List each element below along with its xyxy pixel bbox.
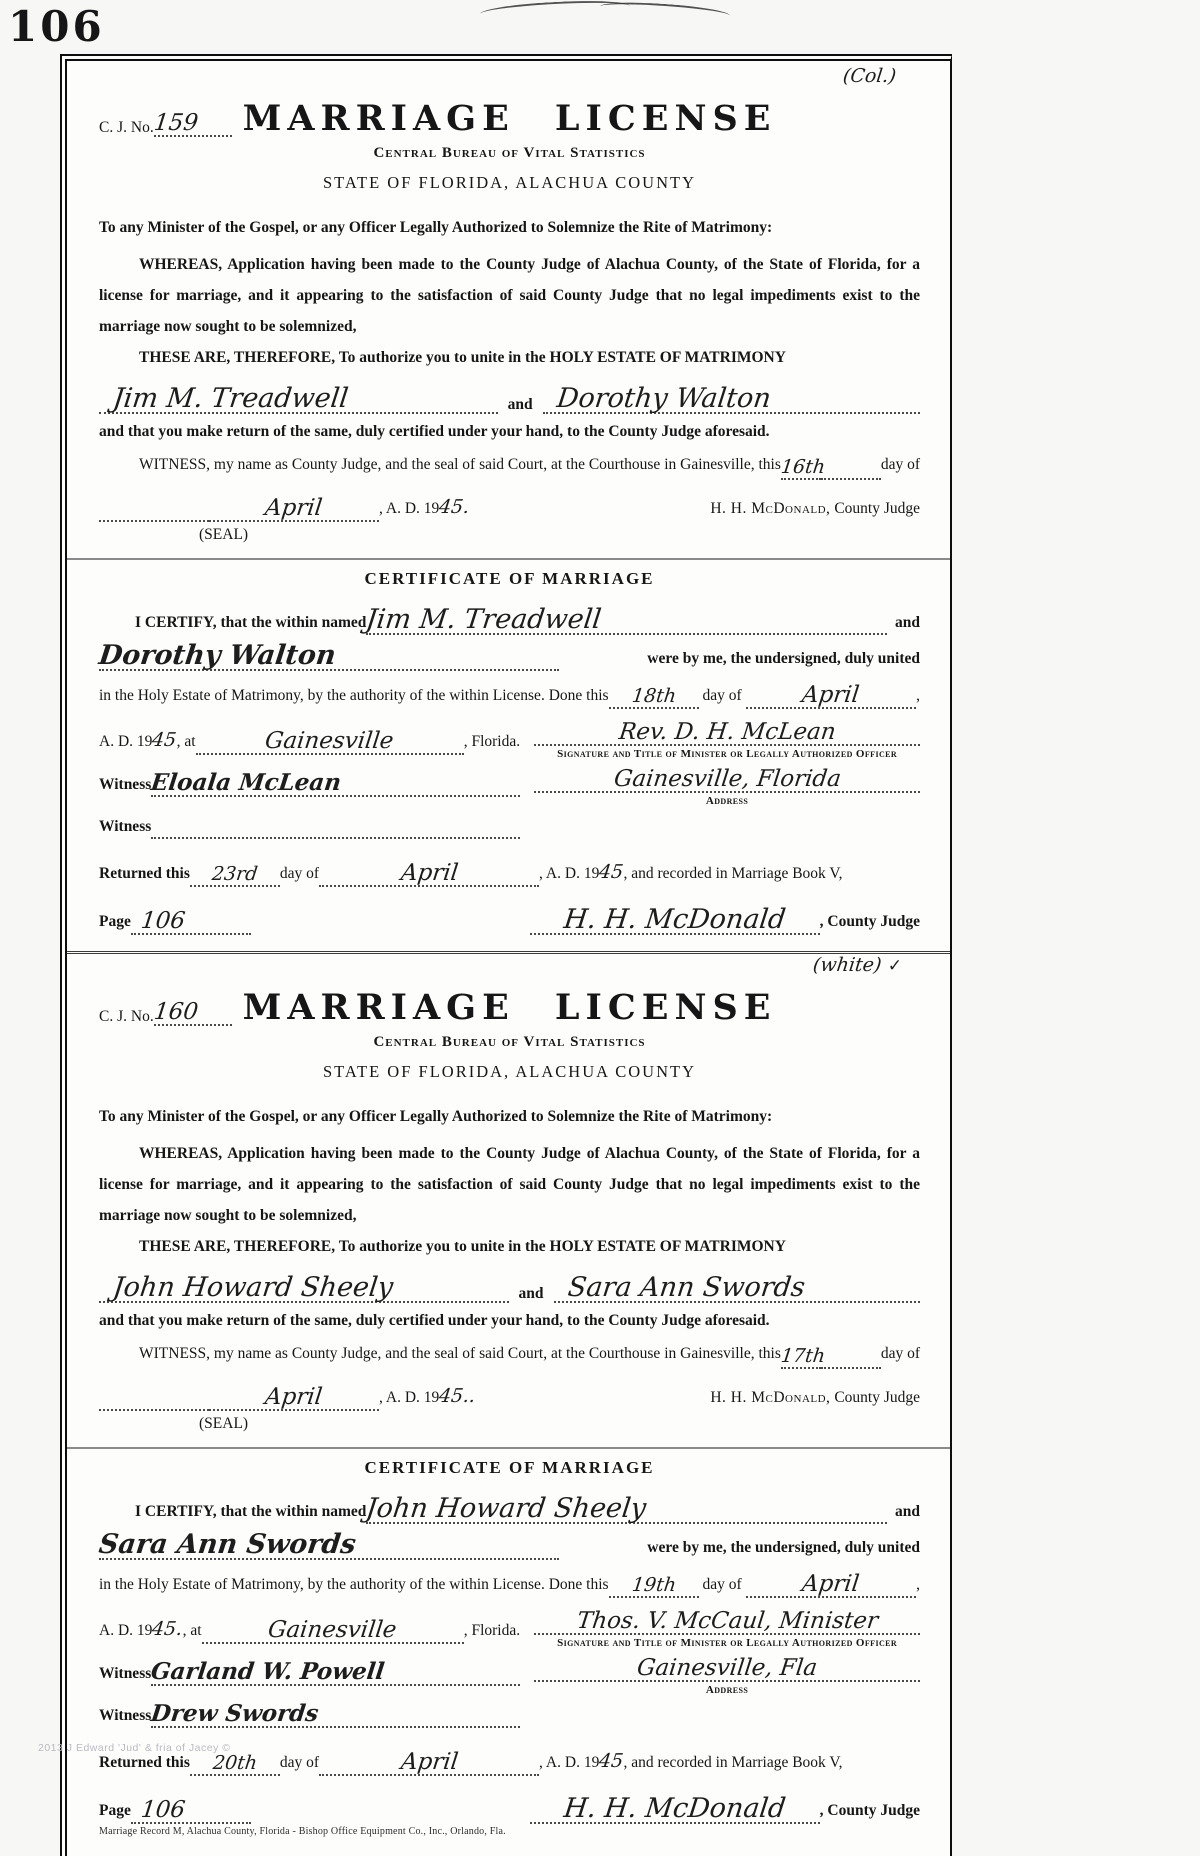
witness1-row — [99, 1644, 520, 1686]
checkmark-icon: ✓ — [887, 956, 902, 975]
address-caption: Address — [705, 795, 749, 807]
officiant-address-block — [534, 768, 920, 807]
scan-artifact — [600, 0, 731, 23]
certify-line-2 — [99, 635, 920, 671]
witness-clause: WITNESS, my name as County Judge, and the seal of said Court, at the Courthouse in Gainesville, this — [139, 456, 781, 473]
comma: , — [916, 687, 920, 704]
officiant-address-handwritten: Gainesville, Florida — [612, 766, 843, 792]
county-judge-printed-name: H. H. McDonald, County Judge — [710, 1389, 920, 1406]
certificate-columns — [99, 713, 920, 839]
whereas-paragraph: WHEREAS, Application having been made to the County Judge of Alachua County, of the State of Florida, for a license for marriage, and it appearing to the satisfaction of said County Judge that no legal impediments exist to the marriage now sought to be solemnized, — [99, 1145, 920, 1224]
cert-bride-name-handwritten: Dorothy Walton — [97, 640, 338, 671]
holy-estate-line — [99, 671, 920, 709]
signature-caption: Signature and Title of Minister or Legally Authorized Officer — [557, 1637, 898, 1649]
license-year-handwritten: 45.. — [438, 1385, 477, 1407]
witness-clause: WITNESS, my name as County Judge, and the seal of said Court, at the Courthouse in Gainesville, this — [139, 1345, 781, 1362]
book-page-handwritten: 106 — [139, 1797, 187, 1823]
witness2-row — [99, 797, 520, 839]
ad-label: A. D. 19 — [99, 1622, 153, 1639]
groom-name-handwritten: John Howard Sheely — [111, 1272, 395, 1303]
witness-clause-line — [99, 1338, 920, 1369]
license-day-handwritten: 16th — [779, 456, 827, 478]
at-label: , at — [176, 733, 196, 750]
signature-caption: Signature and Title of Minister or Legally Authorized Officer — [557, 748, 898, 760]
certificate-columns — [99, 1602, 920, 1728]
authorization-paragraph: THESE ARE, THEREFORE, To authorize you to unite in the HOLY ESTATE OF MATRIMONY — [139, 349, 786, 366]
cert-place-handwritten: Gainesville — [263, 728, 396, 754]
bureau-subtitle: Central Bureau of Vital Statistics — [373, 145, 646, 161]
day-of-label: day of — [880, 1345, 920, 1362]
address-caption: Address — [705, 1684, 749, 1696]
cert-month-handwritten: April — [800, 682, 862, 708]
seal-label: (SEAL) — [199, 526, 249, 543]
seal-label: (SEAL) — [199, 1415, 249, 1432]
and-conjunction: and — [518, 1285, 544, 1302]
cert-year-handwritten: 45. — [151, 1618, 185, 1640]
certify-clause: I CERTIFY, that the within named — [135, 1503, 367, 1520]
license-month-handwritten: April — [263, 495, 325, 521]
holy-estate-line — [99, 1560, 920, 1598]
returned-day-handwritten: 20th — [211, 1752, 259, 1774]
license-day-handwritten: 17th — [779, 1345, 827, 1367]
certify-line — [99, 1488, 920, 1524]
returned-year-handwritten: 45 — [598, 861, 625, 883]
recorded-clause: , and recorded in Marriage Book V, — [623, 865, 843, 882]
cert-groom-name-handwritten: Jim M. Treadwell — [364, 604, 604, 635]
cj-no-label: C. J. No. — [99, 1008, 154, 1025]
state-county-subtitle: STATE OF FLORIDA, ALACHUA COUNTY — [323, 1062, 696, 1081]
form-title: MARRIAGE LICENSE — [242, 987, 777, 1028]
groom-name-handwritten: Jim M. Treadwell — [111, 383, 350, 414]
state-county-subtitle: STATE OF FLORIDA, ALACHUA COUNTY — [323, 173, 696, 192]
witness-label: Witness — [99, 818, 152, 835]
performed-at-line — [99, 1602, 520, 1644]
performed-at-line — [99, 713, 520, 755]
were-by-me-clause: were by me, the undersigned, duly united — [647, 650, 920, 667]
ad-year-label: , A. D. 19 — [539, 1754, 600, 1771]
bureau-subtitle: Central Bureau of Vital Statistics — [373, 1034, 646, 1050]
license-year-handwritten: 45. — [438, 496, 471, 518]
names-line — [99, 374, 920, 414]
bride-name-handwritten: Dorothy Walton — [554, 383, 773, 414]
watermark: 2013 J Edward 'Jud' & fria of Jacey © — [38, 1742, 231, 1754]
cert-month-handwritten: April — [800, 1571, 862, 1597]
cert-day-handwritten: 18th — [630, 685, 677, 707]
return-clause: and that you make return of the same, duly certified under your hand, to the County Judge aforesaid. — [99, 1312, 770, 1329]
addressee-line: To any Minister of the Gospel, or any Officer Legally Authorized to Solemnize the Rite of Matrimony: — [99, 219, 773, 236]
officiant-signature-handwritten: Thos. V. McCaul, Minister — [575, 1608, 880, 1634]
ad-year-label: , A. D. 19 — [379, 500, 440, 517]
at-label: , at — [182, 1622, 202, 1639]
certify-clause: I CERTIFY, that the within named — [135, 614, 367, 631]
section-rule — [67, 558, 950, 560]
holy-estate-clause: in the Holy Estate of Matrimony, by the authority of the within License. Done this — [99, 687, 609, 704]
day-of-label: day of — [880, 456, 920, 473]
cert-year-handwritten: 45 — [151, 729, 178, 751]
florida-label: , Florida. — [463, 1622, 521, 1639]
race-annotation — [99, 67, 920, 91]
officiant-signature-block — [534, 1610, 920, 1649]
license-date-line — [99, 482, 920, 522]
and-conjunction: and — [895, 614, 920, 631]
record-sheet — [60, 54, 952, 1856]
witness-label: Witness — [99, 1707, 152, 1724]
officiant-signature-handwritten: Rev. D. H. McLean — [617, 719, 838, 745]
marriage-license-form-160 — [99, 956, 920, 1837]
returned-label: Returned this — [99, 1754, 190, 1771]
judge-signature-handwritten: H. H. McDonald — [562, 1793, 788, 1824]
judge-signature-handwritten: H. H. McDonald — [562, 904, 788, 935]
and-conjunction: and — [895, 1503, 920, 1520]
certify-line — [99, 599, 920, 635]
officiant-address-handwritten: Gainesville, Fla — [635, 1655, 819, 1681]
printer-footer: Marriage Record M, Alachua County, Florida - Bishop Office Equipment Co., Inc., Orlando, Fla. — [99, 1826, 506, 1837]
cj-no-value: 160 — [152, 999, 200, 1025]
witness1-name-handwritten: Garland W. Powell — [149, 1658, 387, 1685]
race-annotation — [99, 956, 920, 980]
returned-label: Returned this — [99, 865, 190, 882]
officiant-signature-block — [534, 721, 920, 760]
cert-place-handwritten: Gainesville — [266, 1617, 399, 1643]
bride-name-handwritten: Sara Ann Swords — [565, 1272, 807, 1303]
page-label: Page — [99, 913, 131, 930]
day-of-label: day of — [279, 865, 320, 882]
race-annotation-text: (white) — [812, 954, 884, 976]
witness-label: Witness — [99, 776, 152, 793]
comma: , — [916, 1576, 920, 1593]
witness1-row — [99, 755, 520, 797]
returned-day-handwritten: 23rd — [210, 863, 259, 885]
ad-year-label: , A. D. 19 — [539, 865, 600, 882]
ad-label: A. D. 19 — [99, 733, 153, 750]
license-date-line — [99, 1371, 920, 1411]
return-clause: and that you make return of the same, duly certified under your hand, to the County Judge aforesaid. — [99, 423, 770, 440]
addressee-line: To any Minister of the Gospel, or any Officer Legally Authorized to Solemnize the Rite of Matrimony: — [99, 1108, 773, 1125]
form-title: MARRIAGE LICENSE — [242, 98, 777, 139]
certify-line-2 — [99, 1524, 920, 1560]
license-month-handwritten: April — [263, 1384, 325, 1410]
form-header — [99, 984, 920, 1032]
cj-no-value: 159 — [152, 110, 200, 136]
day-of-label: day of — [279, 1754, 320, 1771]
were-by-me-clause: were by me, the undersigned, duly united — [647, 1539, 920, 1556]
and-conjunction: and — [507, 396, 533, 413]
returned-line — [99, 845, 920, 887]
returned-line — [99, 1734, 920, 1776]
county-judge-printed-name: H. H. McDonald, County Judge — [710, 500, 920, 517]
day-of-label: day of — [702, 1576, 742, 1593]
recorded-clause: , and recorded in Marriage Book V, — [623, 1754, 843, 1771]
page-record-line — [99, 891, 920, 935]
witness2-name-handwritten: Drew Swords — [149, 1700, 321, 1727]
witness-clause-line — [99, 449, 920, 480]
authorization-paragraph: THESE ARE, THEREFORE, To authorize you to unite in the HOLY ESTATE OF MATRIMONY — [139, 1238, 786, 1255]
day-of-label: day of — [702, 687, 742, 704]
page-number: 106 — [8, 2, 105, 51]
cj-no-label: C. J. No. — [99, 119, 154, 136]
witness-label: Witness — [99, 1665, 152, 1682]
county-judge-suffix: , County Judge — [819, 913, 920, 930]
florida-label: , Florida. — [463, 733, 521, 750]
county-judge-suffix: , County Judge — [819, 1802, 920, 1819]
returned-month-handwritten: April — [398, 860, 460, 886]
whereas-paragraph: WHEREAS, Application having been made to the County Judge of Alachua County, of the State of Florida, for a license for marriage, and it appearing to the satisfaction of said County Judge that no legal impediments exist to the marriage now sought to be solemnized, — [99, 256, 920, 335]
form-header — [99, 95, 920, 143]
marriage-license-form-159 — [99, 67, 920, 954]
cert-bride-name-handwritten: Sara Ann Swords — [97, 1529, 358, 1560]
names-line — [99, 1263, 920, 1303]
holy-estate-clause: in the Holy Estate of Matrimony, by the authority of the within License. Done this — [99, 1576, 609, 1593]
section-rule — [67, 1447, 950, 1449]
returned-year-handwritten: 45 — [598, 1750, 625, 1772]
officiant-address-block — [534, 1657, 920, 1696]
cert-day-handwritten: 19th — [630, 1574, 677, 1596]
certificate-title: CERTIFICATE OF MARRIAGE — [364, 569, 655, 588]
race-annotation-text: (Col.) — [841, 65, 898, 87]
witness1-name-handwritten: Eloala McLean — [149, 769, 343, 796]
page-label: Page — [99, 1802, 131, 1819]
book-page-handwritten: 106 — [139, 908, 187, 934]
ad-year-label: , A. D. 19 — [379, 1389, 440, 1406]
witness2-row — [99, 1686, 520, 1728]
certificate-title: CERTIFICATE OF MARRIAGE — [364, 1458, 655, 1477]
cert-groom-name-handwritten: John Howard Sheely — [364, 1493, 649, 1524]
page-record-line — [99, 1780, 920, 1824]
returned-month-handwritten: April — [398, 1749, 460, 1775]
